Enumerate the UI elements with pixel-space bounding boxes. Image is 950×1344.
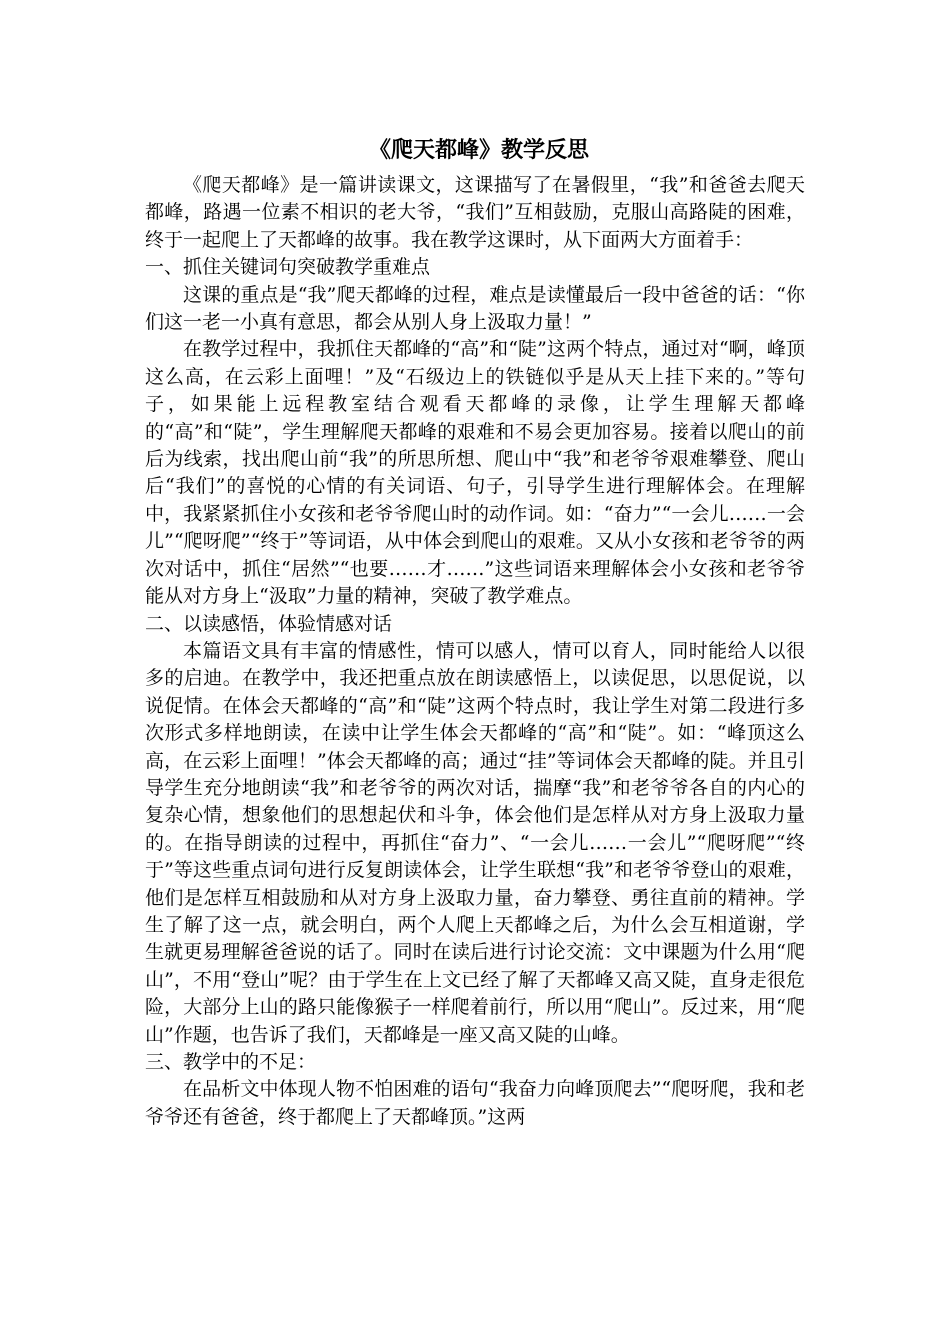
- section-3-heading: 三、教学中的不足：: [145, 1051, 317, 1073]
- intro-paragraph: 《爬天都峰》是一篇讲读课文，这课描写了在暑假里，“我”和爸爸去爬天都峰，路遇一位素不相识的老大爷，“我们”互相鼓励，克服山高路陡的困难，终于一起爬上了天都峰的故事。我在教学这课时，从下面两大方面着手：: [145, 174, 805, 251]
- document-title: 《爬天都峰》教学反思: [368, 137, 589, 163]
- section-1-heading: 一、抓住关键词句突破教学重难点: [145, 256, 431, 279]
- section-3-paragraph-1: 在品析文中体现人物不怕困难的语句“我奋力向峰顶爬去”“爬呀爬，我和老爷爷还有爸爸，终于都爬上了天都峰顶。”这两: [145, 1078, 805, 1128]
- section-2-heading: 二、以读感悟，体验情感对话: [145, 612, 393, 635]
- section-1-paragraph-1: 这课的重点是“我”爬天都峰的过程，难点是读懂最后一段中爸爸的话：“你们这一老一小真有意思，都会从别人身上汲取力量！”: [145, 283, 805, 334]
- document-page: [145, 134, 805, 1131]
- section-1-paragraph-2: 在教学过程中，我抓住天都峰的“高”和“陡”这两个特点，通过对“啊，峰顶这么高，在云彩上面哩！”及“石级边上的铁链似乎是从天上挂下来的。”等句子，如果能上远程教室结合观看天都峰的录像，让学生理解天都峰的“高”和“陡”，学生理解爬天都峰的艰难和不易会更加容易。接着以爬山的前后为线索，找出爬山前“我”的所思所想、爬山中“我”和老爷爷艰难攀登、爬山后“我们”的喜悦的心情的有关词语、句子，引导学生进行理解体会。在理解中，我紧紧抓住小女孩和老爷爷爬山时的动作词。如：“奋力”“一会儿……一会儿”“爬呀爬”“终于”等词语，从中体会到爬山的艰难。又从小女孩和老爷爷的两次对话中，抓住“居然”“也要……才……”这些词语来理解体会小女孩和老爷爷能从对方身上“汲取”力量的精神，突破了教学难点。: [145, 338, 805, 608]
- section-2-paragraph-1: 本篇语文具有丰富的情感性，情可以感人，情可以育人，同时能给人以很多的启迪。在教学中，我还把重点放在朗读感悟上，以读促思，以思促说，以说促情。在体会天都峰的“高”和“陡”这两个特点时，我让学生对第二段进行多次形式多样地朗读，在读中让学生体会天都峰的“高”和“陡”。如：“峰顶这么高，在云彩上面哩！”体会天都峰的高；通过“挂”等词体会天都峰的陡。并且引导学生充分地朗读“我”和老爷爷的两次对话，揣摩“我”和老爷爷各自的内心的复杂心情，想象他们的思想起伏和斗争，体会他们是怎样从对方身上汲取力量的。在指导朗读的过程中，再抓住“奋力”、“一会儿……一会儿”“爬呀爬”“终于”等这些重点词句进行反复朗读体会，让学生联想“我”和老爷爷登山的艰难，他们是怎样互相鼓励和从对方身上汲取力量，奋力攀登、勇往直前的精神。学生了解了这一点，就会明白，两个人爬上天都峰之后，为什么会互相道谢，学生就更易理解爸爸说的话了。同时在读后进行讨论交流：文中课题为什么用“爬山”，不用“登山”呢？由于学生在上文已经了解了天都峰又高又陡，直身走很危险，大部分上山的路只能像猴子一样爬着前行，所以用“爬山”。反过来，用“爬山”作题，也告诉了我们，天都峰是一座又高又陡的山峰。: [145, 639, 805, 1046]
